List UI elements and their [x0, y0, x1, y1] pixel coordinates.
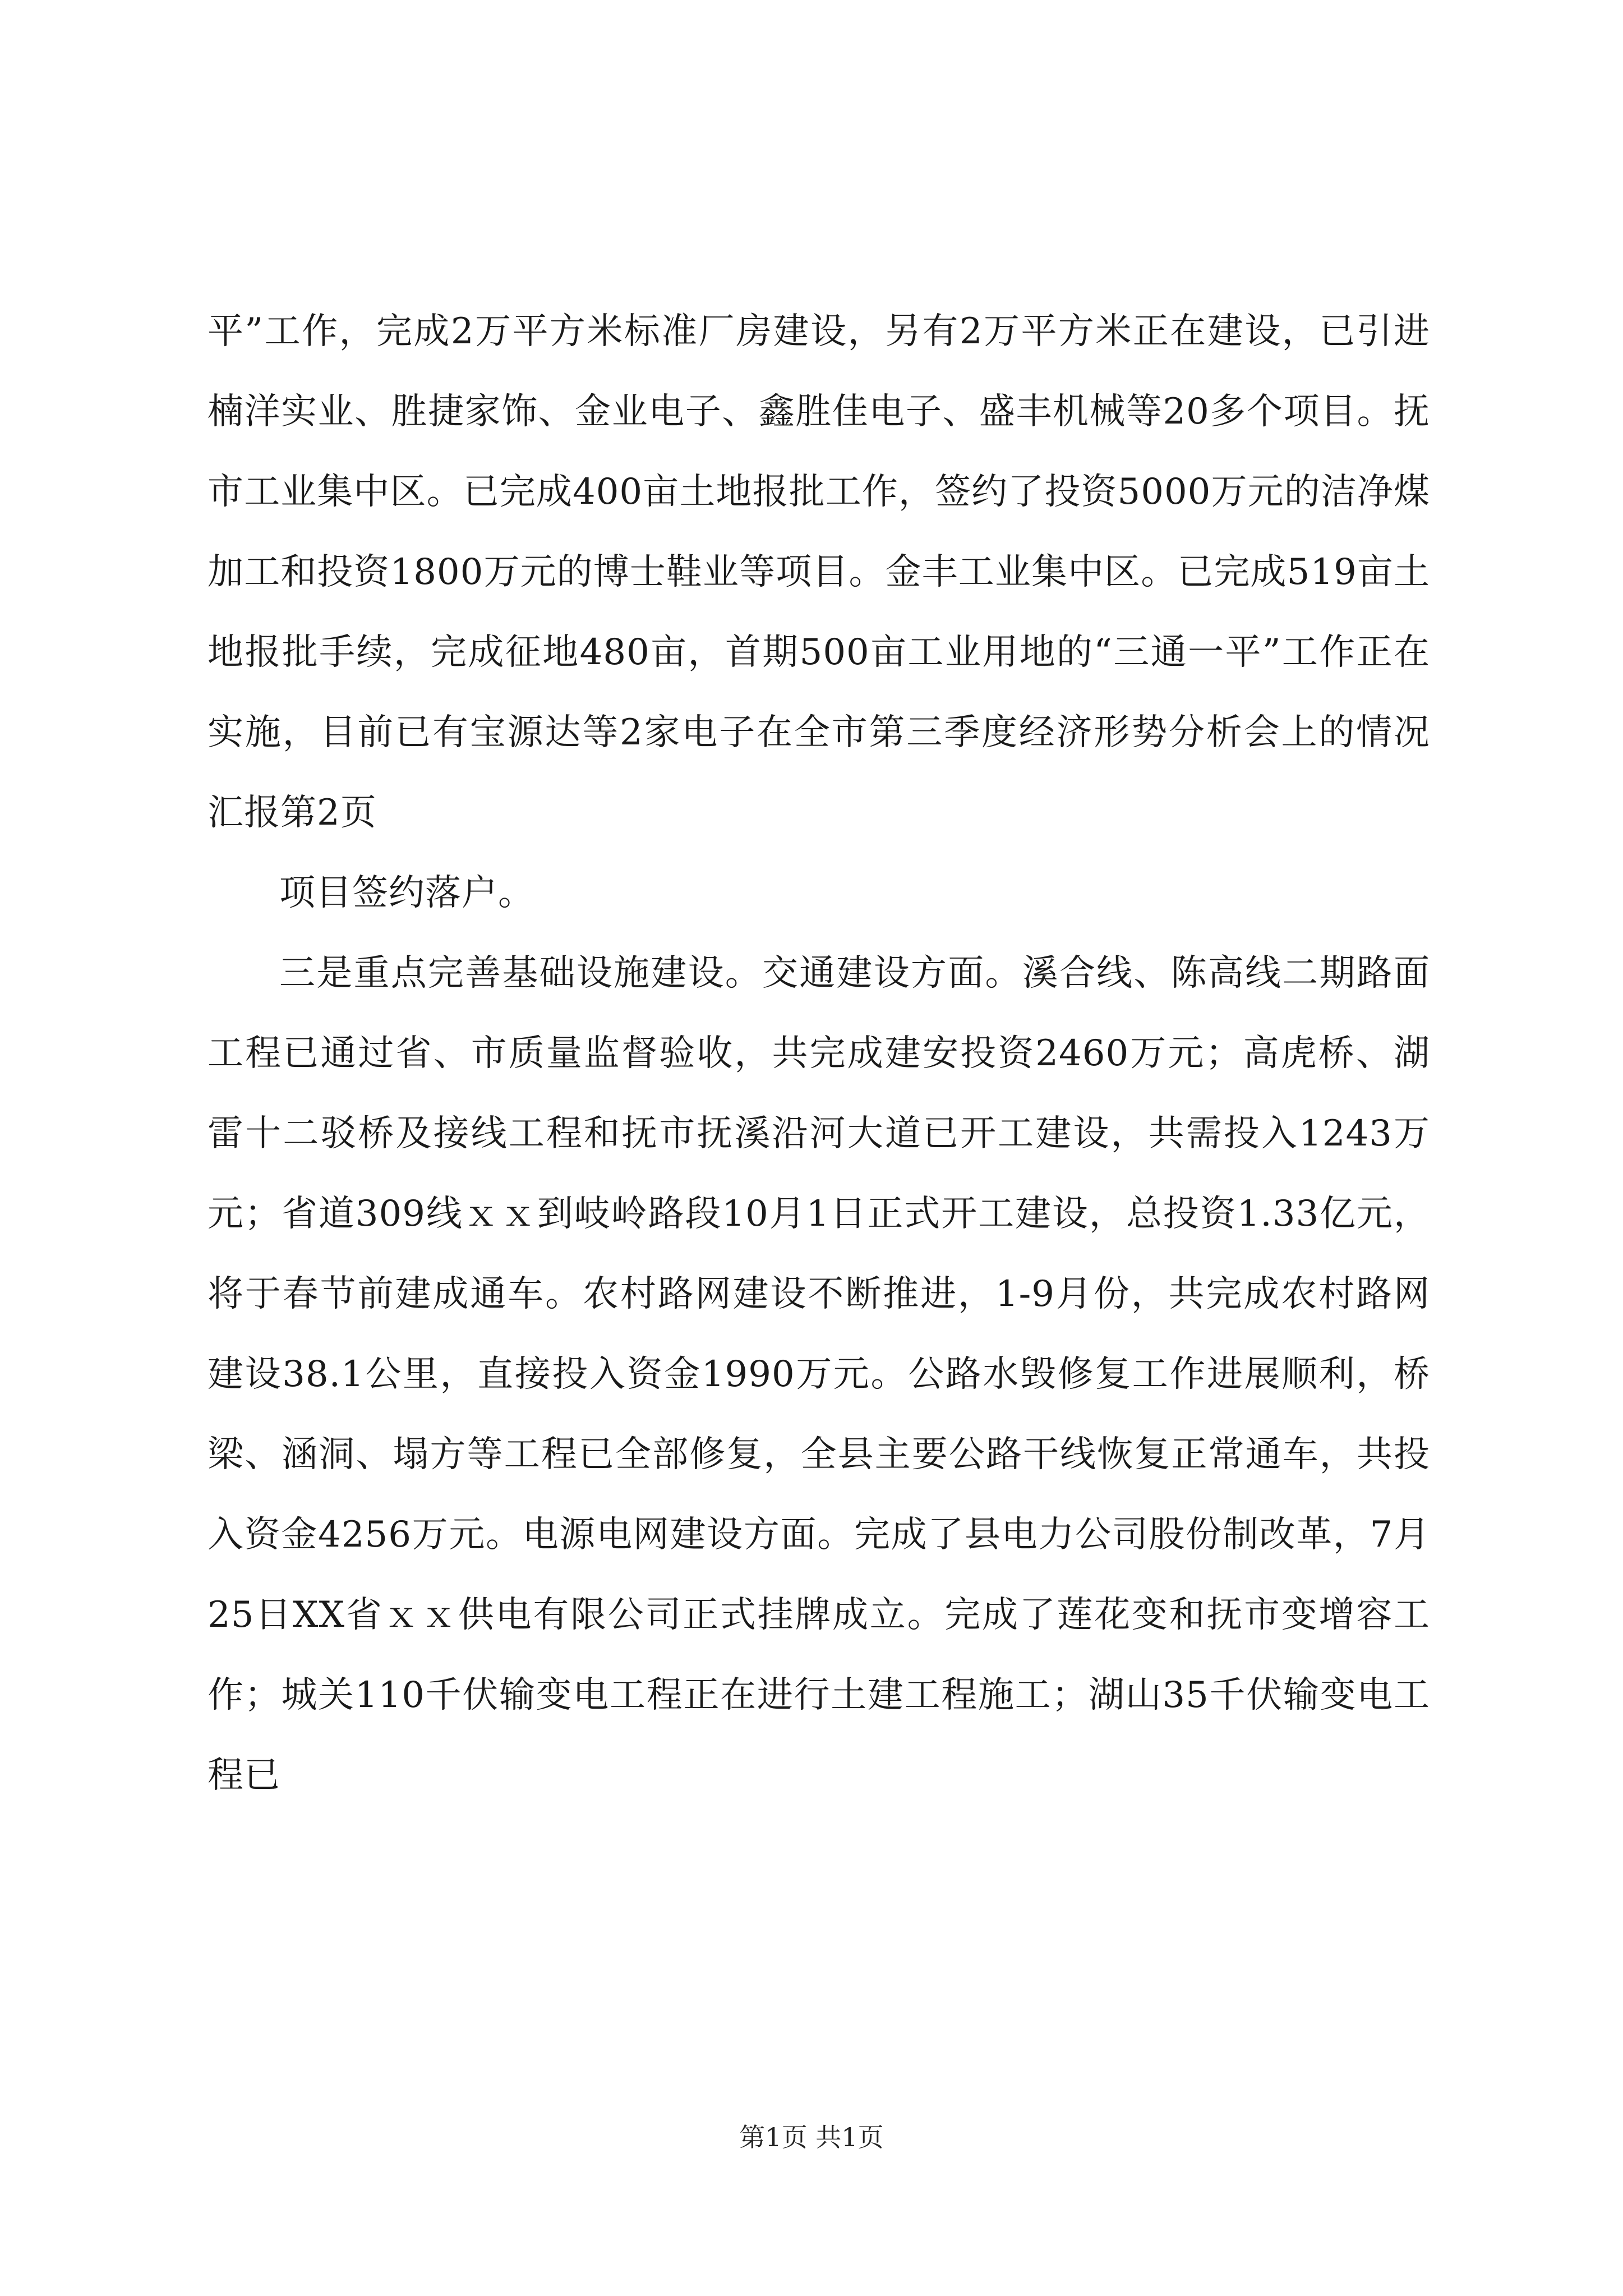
- document-body: [208, 292, 1430, 1816]
- paragraph-3: 三是重点完善基础设施建设。交通建设方面。溪合线、陈高线二期路面工程已通过省、市质量监督验收，共完成建安投资2460万元；高虎桥、湖雷十二驳桥及接线工程和抚市抚溪沿河大道已开工建设，共需投入1243万元；省道309线ｘｘ到岐岭路段10月1日正式开工建设，总投资1.33亿元，将于春节前建成通车。农村路网建设不断推进，1-9月份，共完成农村路网建设38.1公里，直接投入资金1990万元。公路水毁修复工作进展顺利，桥梁、涵洞、塌方等工程已全部修复，全县主要公路干线恢复正常通车，共投入资金4256万元。电源电网建设方面。完成了县电力公司股份制改革，7月25日XX省ｘｘ供电有限公司正式挂牌成立。完成了莲花变和抚市变增容工作；城关110千伏输变电工程正在进行土建工程施工；湖山35千伏输变电工程已: [208, 953, 1430, 1796]
- paragraph-1: 平”工作，完成2万平方米标准厂房建设，另有2万平方米正在建设，已引进楠洋实业、胜捷家饰、金业电子、鑫胜佳电子、盛丰机械等20多个项目。抚市工业集中区。已完成400亩土地报批工作，签约了投资5000万元的洁净煤加工和投资1800万元的博士鞋业等项目。金丰工业集中区。已完成519亩土地报批手续，完成征地480亩，首期500亩工业用地的“三通一平”工作正在实施，目前已有宝源达等2家电子在全市第三季度经济形势分析会上的情况汇报第2页: [208, 311, 1430, 834]
- paragraph-2: 项目签约落户。: [279, 872, 534, 914]
- page-footer: 第1页 共1页: [739, 2122, 884, 2152]
